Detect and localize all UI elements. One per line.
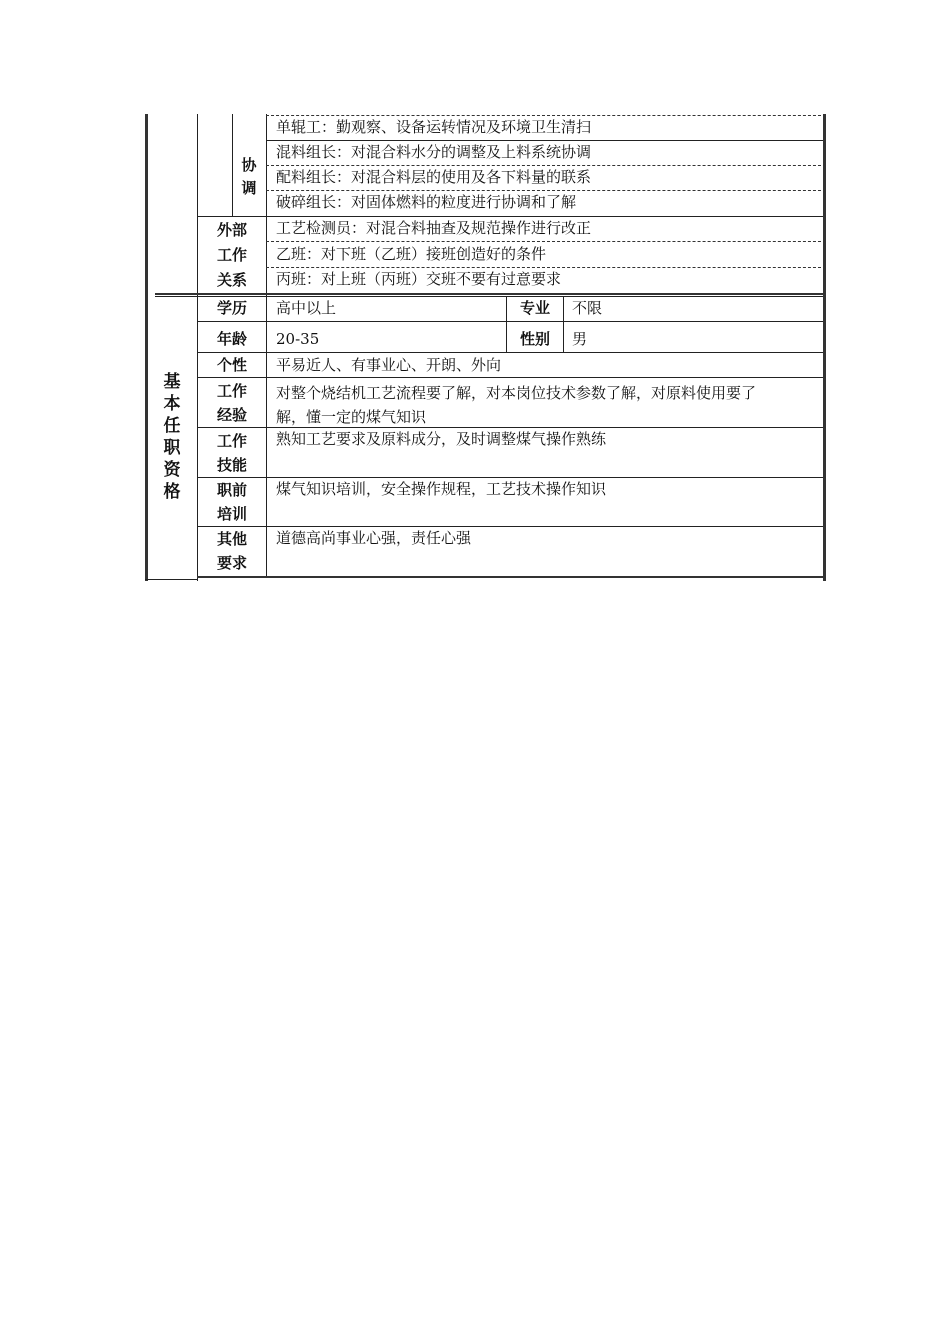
row-separator [266,115,826,116]
pre-job-training-label: 职前 培训 [216,481,247,523]
education-label: 学历 [216,299,247,317]
personality-label: 个性 [216,356,247,374]
row-separator [266,190,826,191]
major-label: 专业 [519,299,550,317]
gender-value: 男 [572,330,588,348]
table-right-border [823,114,826,581]
section-break [155,293,823,295]
major-value-left-divider [563,296,564,352]
basic-qualifications-section-label [160,371,184,503]
row-separator [266,267,826,268]
age-value: 20-35 [276,330,320,348]
personality-value: 平易近人、有事业心、开朗、外向 [276,356,502,374]
other-requirements-value: 道德高尚事业心强，责任心强 [276,529,472,547]
row-separator [197,321,823,322]
table-bottom-border [145,579,197,580]
label-column-divider [266,114,267,578]
internal-relation-row: 破碎组长：对固体燃料的粒度进行协调和了解 [276,193,577,211]
table-bottom-border [197,576,826,578]
age-label: 年龄 [216,330,247,348]
external-relation-row: 丙班：对上班（丙班）交班不要有过意要求 [276,270,562,288]
table-left-border [145,114,148,581]
pre-job-training-value: 煤气知识培训，安全操作规程，工艺技术操作知识 [276,480,607,498]
internal-relation-row: 单辊工：勤观察、设备运转情况及环境卫生清扫 [276,118,592,136]
internal-relation-row: 配料组长：对混合料层的使用及各下料量的联系 [276,168,592,186]
experience-value: 对整个烧结机工艺流程要了解，对本岗位技术参数了解，对原料使用要了 解，懂一定的煤气知识 [276,384,757,426]
section-column-divider [197,114,198,581]
other-requirements-label: 其他 要求 [216,530,247,572]
row-separator [197,526,823,527]
internal-relation-row: 混料组长：对混合料水分的调整及上料系统协调 [276,143,592,161]
external-relations-label: 外部 工作 关系 [216,221,247,289]
row-separator [266,241,826,242]
row-separator [197,216,823,217]
education-value: 高中以上 [276,299,337,317]
internal-coordination-label: 协调 [241,156,257,197]
section-label-text: 基本任职资格 [163,372,181,502]
external-relation-row: 工艺检测员：对混合料抽查及规范操作进行改正 [276,219,592,237]
major-value: 不限 [572,299,603,317]
row-separator [197,377,823,378]
skills-label: 工作 技能 [216,432,247,474]
row-separator [197,477,823,478]
row-separator [266,140,823,141]
skills-value: 熟知工艺要求及原料成分，及时调整煤气操作熟练 [276,430,607,448]
external-relation-row: 乙班：对下班（乙班）接班创造好的条件 [276,245,547,263]
experience-label: 工作 经验 [216,382,247,424]
gender-label: 性别 [519,330,550,348]
row-separator [197,352,823,353]
subgroup-column-divider [232,114,233,216]
row-separator [266,165,826,166]
